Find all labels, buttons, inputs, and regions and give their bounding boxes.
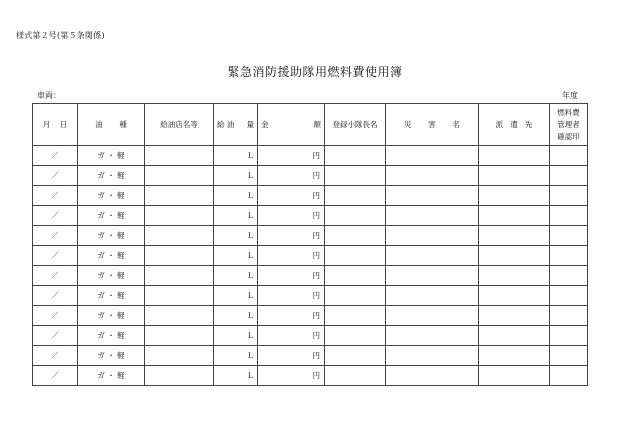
station-cell[interactable]: [145, 326, 214, 346]
quantity-cell: L: [214, 166, 258, 186]
quantity-cell: L: [214, 206, 258, 226]
header-manager-seal: 燃料費 管理者 確認印: [550, 104, 588, 146]
table-row: [33, 266, 588, 286]
manager-seal-cell[interactable]: [550, 186, 588, 206]
date-cell: ／: [33, 166, 78, 186]
fuel-type-cell: ガ ・ 軽: [78, 146, 145, 166]
dispatch-cell[interactable]: [479, 346, 550, 366]
dispatch-cell[interactable]: [479, 146, 550, 166]
date-cell: ／: [33, 306, 78, 326]
leader-cell[interactable]: [325, 326, 386, 346]
table-row: [33, 226, 588, 246]
table-row: [33, 286, 588, 306]
station-cell[interactable]: [145, 266, 214, 286]
date-cell: ／: [33, 266, 78, 286]
leader-cell[interactable]: [325, 226, 386, 246]
header-leader: 登録小隊長名: [325, 104, 386, 146]
station-cell[interactable]: [145, 346, 214, 366]
quantity-cell: L: [214, 246, 258, 266]
dispatch-cell[interactable]: [479, 206, 550, 226]
station-cell[interactable]: [145, 306, 214, 326]
manager-seal-cell[interactable]: [550, 366, 588, 386]
fuel-type-cell: ガ ・ 軽: [78, 286, 145, 306]
cost-cell: 円: [258, 146, 325, 166]
disaster-cell[interactable]: [386, 206, 479, 226]
date-cell: ／: [33, 206, 78, 226]
dispatch-cell[interactable]: [479, 186, 550, 206]
vehicle-label: 車両：: [37, 91, 61, 100]
station-cell[interactable]: [145, 286, 214, 306]
cost-cell: 円: [258, 226, 325, 246]
quantity-cell: L: [214, 306, 258, 326]
manager-seal-cell[interactable]: [550, 146, 588, 166]
manager-seal-cell[interactable]: [550, 286, 588, 306]
dispatch-cell[interactable]: [479, 326, 550, 346]
cost-cell: 円: [258, 346, 325, 366]
date-cell: ／: [33, 246, 78, 266]
disaster-cell[interactable]: [386, 226, 479, 246]
manager-seal-cell[interactable]: [550, 246, 588, 266]
table-row: [33, 206, 588, 226]
dispatch-cell[interactable]: [479, 306, 550, 326]
cost-cell: 円: [258, 206, 325, 226]
date-cell: ／: [33, 286, 78, 306]
disaster-cell[interactable]: [386, 306, 479, 326]
manager-seal-cell[interactable]: [550, 346, 588, 366]
dispatch-cell[interactable]: [479, 166, 550, 186]
year-label: 年度: [562, 91, 578, 100]
quantity-cell: L: [214, 346, 258, 366]
quantity-cell: L: [214, 286, 258, 306]
cost-cell: 円: [258, 306, 325, 326]
station-cell[interactable]: [145, 146, 214, 166]
station-cell[interactable]: [145, 206, 214, 226]
table-row: [33, 346, 588, 366]
table-row: [33, 366, 588, 386]
leader-cell[interactable]: [325, 246, 386, 266]
manager-seal-cell[interactable]: [550, 166, 588, 186]
date-cell: ／: [33, 186, 78, 206]
table-row: [33, 326, 588, 346]
table-row: [33, 246, 588, 266]
date-cell: ／: [33, 326, 78, 346]
cost-cell: 円: [258, 166, 325, 186]
cost-cell: 円: [258, 326, 325, 346]
cost-cell: 円: [258, 266, 325, 286]
disaster-cell[interactable]: [386, 166, 479, 186]
date-cell: ／: [33, 366, 78, 386]
table-row: [33, 186, 588, 206]
disaster-cell[interactable]: [386, 346, 479, 366]
quantity-cell: L: [214, 326, 258, 346]
header-cost: 金 額: [258, 104, 325, 146]
leader-cell[interactable]: [325, 366, 386, 386]
fuel-type-cell: ガ ・ 軽: [78, 186, 145, 206]
fuel-type-cell: ガ ・ 軽: [78, 366, 145, 386]
date-cell: ／: [33, 146, 78, 166]
fuel-type-cell: ガ ・ 軽: [78, 346, 145, 366]
manager-seal-cell[interactable]: [550, 266, 588, 286]
dispatch-cell[interactable]: [479, 246, 550, 266]
station-cell[interactable]: [145, 166, 214, 186]
disaster-cell[interactable]: [386, 326, 479, 346]
disaster-cell[interactable]: [386, 286, 479, 306]
date-cell: ／: [33, 226, 78, 246]
leader-cell[interactable]: [325, 266, 386, 286]
dispatch-cell[interactable]: [479, 286, 550, 306]
table-row: [33, 166, 588, 186]
table-row: [33, 146, 588, 166]
fuel-type-cell: ガ ・ 軽: [78, 246, 145, 266]
disaster-cell[interactable]: [386, 366, 479, 386]
header-date: 月 日: [33, 104, 78, 146]
manager-seal-cell[interactable]: [550, 226, 588, 246]
manager-seal-cell[interactable]: [550, 206, 588, 226]
quantity-cell: L: [214, 146, 258, 166]
quantity-cell: L: [214, 186, 258, 206]
fuel-type-cell: ガ ・ 軽: [78, 166, 145, 186]
dispatch-cell[interactable]: [479, 226, 550, 246]
disaster-cell[interactable]: [386, 246, 479, 266]
leader-cell[interactable]: [325, 146, 386, 166]
header-dispatch: 派 遣 先: [479, 104, 550, 146]
header-row: [33, 104, 588, 146]
leader-cell[interactable]: [325, 166, 386, 186]
manager-seal-cell[interactable]: [550, 306, 588, 326]
cost-cell: 円: [258, 286, 325, 306]
fuel-type-cell: ガ ・ 軽: [78, 226, 145, 246]
table-row: [33, 306, 588, 326]
leader-cell[interactable]: [325, 306, 386, 326]
header-disaster: 災 害 名: [386, 104, 479, 146]
fuel-type-cell: ガ ・ 軽: [78, 306, 145, 326]
date-cell: ／: [33, 346, 78, 366]
header-fuel-type: 油 種: [78, 104, 145, 146]
quantity-cell: L: [214, 366, 258, 386]
cost-cell: 円: [258, 186, 325, 206]
quantity-cell: L: [214, 226, 258, 246]
fuel-type-cell: ガ ・ 軽: [78, 266, 145, 286]
disaster-cell[interactable]: [386, 186, 479, 206]
fuel-usage-ledger: [32, 103, 588, 386]
cost-cell: 円: [258, 246, 325, 266]
leader-cell[interactable]: [325, 206, 386, 226]
station-cell[interactable]: [145, 186, 214, 206]
leader-cell[interactable]: [325, 186, 386, 206]
station-cell[interactable]: [145, 366, 214, 386]
header-quantity: 給 油 量: [214, 104, 258, 146]
cost-cell: 円: [258, 366, 325, 386]
header-station: 給油店名等: [145, 104, 214, 146]
disaster-cell[interactable]: [386, 146, 479, 166]
form-number: 様式第２号(第５条関係): [16, 31, 105, 40]
dispatch-cell[interactable]: [479, 366, 550, 386]
manager-seal-cell[interactable]: [550, 326, 588, 346]
fuel-type-cell: ガ ・ 軽: [78, 326, 145, 346]
station-cell[interactable]: [145, 246, 214, 266]
document-title: 緊急消防援助隊用燃料費使用簿: [227, 65, 403, 79]
dispatch-cell[interactable]: [479, 266, 550, 286]
disaster-cell[interactable]: [386, 266, 479, 286]
leader-cell[interactable]: [325, 286, 386, 306]
quantity-cell: L: [214, 266, 258, 286]
station-cell[interactable]: [145, 226, 214, 246]
leader-cell[interactable]: [325, 346, 386, 366]
fuel-type-cell: ガ ・ 軽: [78, 206, 145, 226]
